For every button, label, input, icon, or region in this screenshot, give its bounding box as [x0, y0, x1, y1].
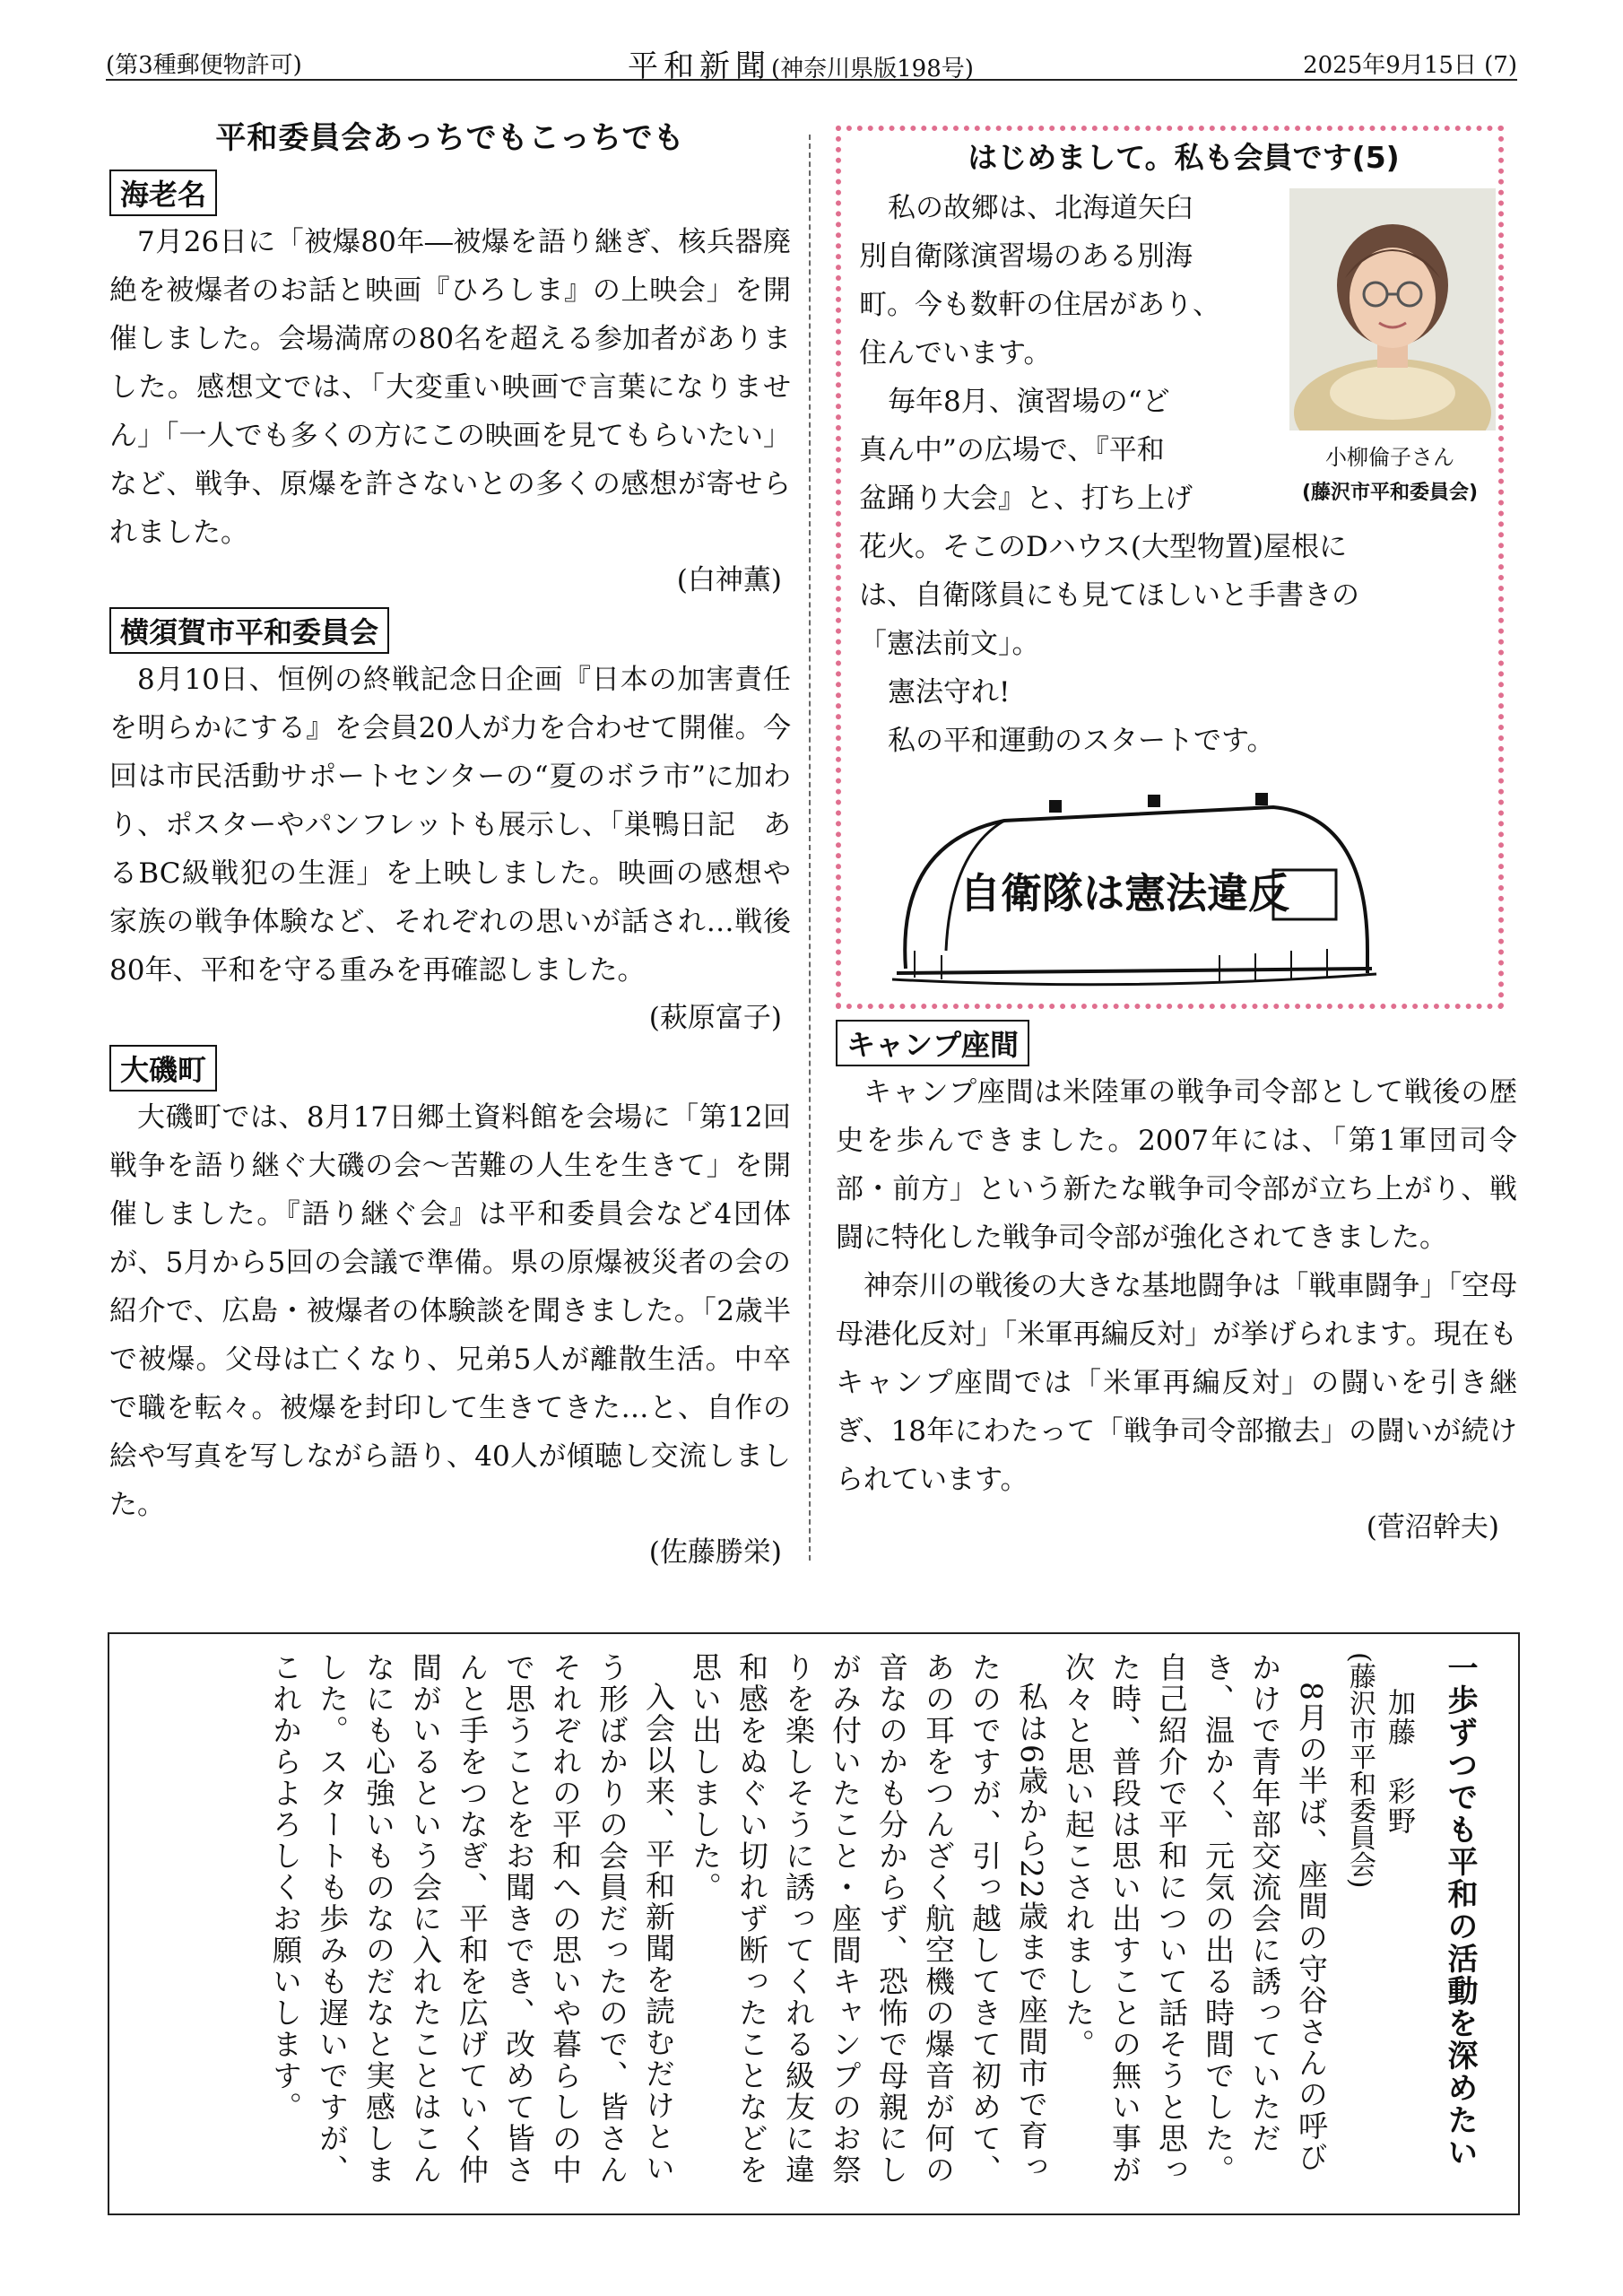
quonset-hut-drawing — [879, 771, 1381, 996]
article-tag: 海老名 — [109, 170, 217, 216]
edition-number: (神奈川県版198号) — [771, 56, 974, 83]
article-tag: キャンプ座間 — [836, 1020, 1029, 1066]
left-column — [109, 108, 791, 1578]
article-text: キャンプ座間は米陸軍の戦争司令部として戦後の歴史を歩んできました。2007年には、「第1軍団司令部・前方」という新たな戦争司令部が立ち上がり、戦闘に特化した戦争司令部が強化されてきました。 — [836, 1076, 1517, 1254]
essay-paragraph: 入会以来、平和新聞を読むだけという形ばかりの会員だったので、皆さんそれぞれの平和への思いや暮らしの中で思うことをお聞きでき、改めて皆さんと手をつなぎ、平和を広げていく仲間がいるという会に入れたことはこんなにも心強いものなのだなと実感しました。スタートも歩みも遅いですが、これからよろしくお願いします。 — [268, 1652, 676, 2186]
intro-line: 花火。そこのDハウス(大型物置)屋根に — [859, 531, 1348, 563]
header-rule — [106, 79, 1517, 81]
issue-date: 2025年9月15日 (7) — [1303, 52, 1517, 79]
article-text: 大磯町では、8月17日郷土資料館を会場に「第12回 戦争を語り継ぐ大磯の会〜苦難の人生を生きて」を開催しました。『語り継ぐ会』は平和委員会など4団体が、5月から5回の会議で準備。県の原爆被災者の会の紹介で、広島・被爆者の体験談を聞きました。「2歳半で被爆。父母は亡くなり、兄弟5人が離散生活。中卒で職を転々。被爆を封印して生きてきた…と、自作の絵や写真を写しながら語り、40人が傾聴し交流しました。 — [109, 1101, 791, 1521]
article-camp-zama — [836, 1018, 1517, 1552]
drawing-lettering: 自衛隊は憲法違反 — [959, 869, 1289, 918]
article-author: (佐藤勝栄) — [648, 1536, 782, 1569]
header-permit: (第3種郵便物許可) — [106, 52, 302, 79]
intro-line: 憲法守れ! — [888, 676, 1011, 709]
intro-line: 盆踊り大会』と、打ち上げ — [859, 483, 1193, 515]
member-name: 小柳倫子さん — [1325, 445, 1454, 470]
intro-line: 私の故郷は、北海道矢臼 — [888, 192, 1193, 224]
article-author: (菅沼幹夫) — [1366, 1511, 1499, 1544]
article-author: (萩原富子) — [648, 1002, 782, 1034]
intro-line: 真ん中”の広場で、『平和 — [859, 434, 1165, 466]
essay-organization: (藤沢市平和委員会) — [1344, 1652, 1376, 1889]
article-yokosuka — [109, 605, 791, 1041]
member-organization: (藤沢市平和委員会) — [1301, 482, 1479, 504]
article-text: 神奈川の戦後の大きな基地闘争は「戦車闘争」「空母母港化反対」「米軍再編反対」が挙げられます。現在もキャンプ座間では「米軍再編反対」の闘いを引き継ぎ、18年にわたって「戦争司令部撤去」の闘いが続けられています。 — [836, 1270, 1517, 1496]
article-oiso — [109, 1043, 791, 1576]
article-ebina — [109, 168, 791, 604]
essay-paragraph: 8月の半ば、座間の守谷さんの呼びかけで青年部交流会に誘っていただき、温かく、元気の出る時間でした。自己紹介で平和について話そうと思った時、普段は思い出すことの無い事が次々と思い起こされました。 — [1061, 1652, 1329, 2186]
intro-line: 「憲法前文」。 — [859, 628, 1040, 660]
intro-line: 私の平和運動のスタートです。 — [888, 725, 1275, 757]
newspaper-name: 平和新聞 — [628, 48, 771, 84]
article-text: 8月10日、恒例の終戦記念日企画『日本の加害責任を明らかにする』を会員20人が力を合わせて開催。今回は市民活動サポートセンターの“夏のボラ市”に加わり、ポスターやパンフレットも展示し、「巣鴨日記 あるBC級戦犯の生涯」を上映しました。映画の感想や家族の戦争体験など、それぞれの思いが話され…戦後80年、平和を守る重みを再確認しました。 — [109, 664, 791, 987]
intro-line: 住んでいます。 — [859, 337, 1052, 370]
section-title: 平和委員会あっちでもこっちでも — [215, 120, 685, 156]
article-tag: 横須賀市平和委員会 — [109, 607, 389, 654]
intro-line: は、自衛隊員にも見てほしいと手書きの — [859, 579, 1359, 612]
essay-title: 一歩ずつでも平和の活動を深めたい — [1442, 1652, 1478, 2169]
article-text: 7月26日に「被爆80年―被爆を語り継ぎ、核兵器廃絶を被爆者のお話と映画『ひろしま』の上映会」を開催しました。会場満席の80名を超える参加者がありました。感想文では、「大変重い映画で言葉になりません」「一人でも多くの方にこの映画を見てもらいたい」など、戦争、原爆を許さないとの多くの感想が寄せられました。 — [109, 226, 791, 549]
portrait-illustration — [1289, 188, 1496, 430]
article-tag: 大磯町 — [109, 1045, 217, 1091]
essay-author: 加藤 彩野 — [1383, 1688, 1415, 1836]
article-author: (白神薫) — [676, 564, 782, 596]
member-photo — [1289, 188, 1496, 430]
essay-paragraph: 私は6歳から22歳まで座間市で育ったのですが、引っ越してきて初めて、あの耳をつんざく航空機の爆音が何の音なのかも分からず、恐怖で母親にしがみ付いたこと・座間キャンプのお祭りを楽しそうに誘ってくれる級友に違和感をぬぐい切れず断ったことなどを思い出しました。 — [688, 1652, 1049, 2186]
essay-box — [108, 1632, 1520, 2215]
intro-line: 別自衛隊演習場のある別海 — [859, 240, 1193, 273]
column-divider — [809, 135, 811, 1561]
member-intro-title: はじめまして。私も会員です(5) — [968, 140, 1400, 175]
intro-line: 毎年8月、演習場の“ど — [888, 386, 1170, 418]
essay-body — [262, 1652, 1334, 2190]
intro-line: 町。今も数軒の住居があり、 — [859, 289, 1220, 321]
